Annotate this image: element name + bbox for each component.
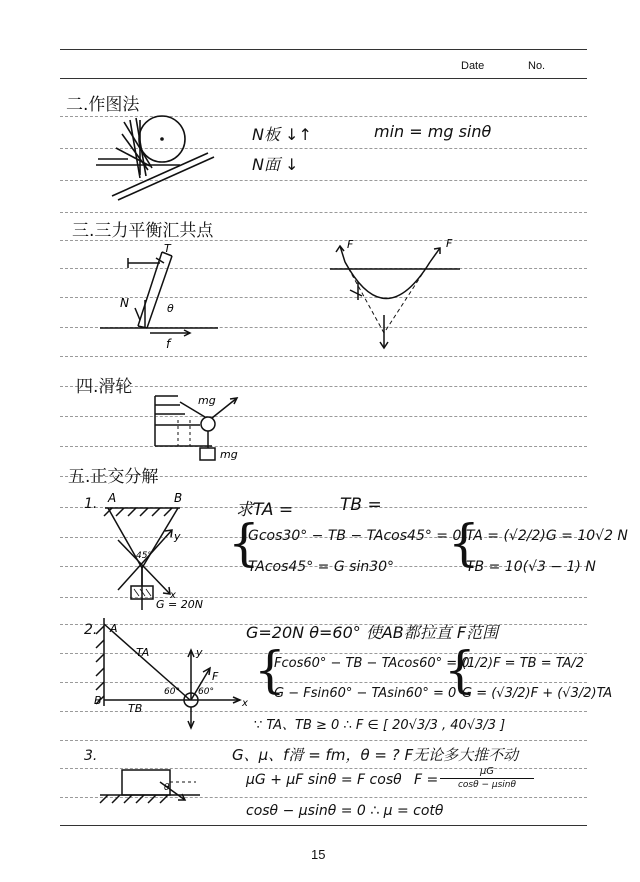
angle-45-label: 45° — [136, 551, 152, 561]
angle-theta-label: θ — [167, 302, 174, 315]
problem-3-number: 3. — [84, 748, 98, 764]
number-label: No. — [528, 60, 546, 72]
p2-result-2: G = (√3/2)F + (√3/2)TA — [462, 686, 613, 701]
problem-1-number: 1. — [84, 496, 98, 512]
TA-rope-label: TA — [136, 646, 150, 659]
result-brace-2: { — [444, 641, 476, 699]
point-B-label: B — [174, 491, 183, 505]
weight-label-top: mg — [198, 394, 216, 407]
section-title-pulley: 四.滑轮 — [76, 377, 133, 397]
p2-result-1: (1/2)F = TB = TA/2 — [462, 656, 585, 671]
p1-result-TB: TB = 10(√3 − 1) N — [466, 559, 596, 575]
p2-point-A: A — [110, 622, 118, 635]
weight-value-label: G = 20N — [156, 598, 203, 611]
p2-angle-left: 60° — [164, 687, 180, 697]
p2-given-conditions: G=20N θ=60° 使AB都拉直 F范围 — [246, 623, 499, 642]
p3-equation-1: μG + μF sinθ = F cosθ — [246, 772, 402, 788]
p3-theta-label: θ — [164, 783, 170, 793]
normal-force-label: N — [120, 296, 129, 310]
problem-2-number: 2. — [84, 622, 98, 638]
friction-label: f — [166, 337, 171, 351]
p2-equation-2: G − Fsin60° − TAsin60° = 0 — [274, 686, 457, 701]
p2-y-axis-label: y — [196, 646, 203, 659]
p3-fraction — [440, 766, 534, 790]
p2-equation-1: Fcos60° − TB − TAcos60° = 0 — [274, 656, 470, 671]
p3-fraction-denominator: cosθ − μsinθ — [457, 780, 517, 790]
plate-force-note: N板 ↓↑ — [252, 125, 312, 144]
p2-force-label: F — [212, 670, 219, 683]
surface-force-note: N面 ↓ — [252, 155, 299, 174]
p1-equation-1: Gcos30° − TB − TAcos45° = 0 — [248, 528, 462, 544]
y-axis-label: y — [174, 530, 181, 543]
point-A-label: A — [108, 491, 117, 505]
p2-point-B: B — [94, 694, 102, 707]
right-force-label: F — [446, 237, 453, 250]
p3-force-equals: F = — [414, 772, 439, 788]
section-title-three-force-equilibrium: 三.三力平衡汇共点 — [72, 221, 214, 241]
date-label: Date — [461, 60, 485, 72]
result-brace-1: { — [448, 514, 480, 572]
find-TA-text: 求TA = — [236, 500, 294, 520]
p2-range-conclusion: ∵ TA、TB ≥ 0 ∴ F ∈ [ 20√3/3 , 40√3/3 ] — [254, 718, 506, 733]
min-force-formula: min = mg sinθ — [374, 122, 492, 141]
p2-angle-right: 60° — [198, 687, 214, 697]
p1-result-TA: TA = (√2/2)G = 10√2 N — [466, 528, 628, 544]
weight-label-bottom: mg — [220, 448, 238, 461]
tension-label: T — [164, 242, 171, 255]
p3-fraction-numerator: μG — [479, 766, 495, 777]
page-number: 15 — [311, 847, 326, 862]
p3-fraction-bar — [440, 778, 534, 779]
p3-equation-3: cosθ − μsinθ = 0 ∴ μ = cotθ — [246, 803, 444, 819]
section-title-orthogonal-decomposition: 五.正交分解 — [68, 467, 159, 487]
equation-brace-1: { — [228, 514, 260, 572]
p3-statement: G、μ、f滑 = fm，θ = ? F无论多大推不动 — [232, 746, 519, 764]
section-title-graphical-method: 二.作图法 — [66, 95, 140, 115]
find-TB-text: TB = — [340, 495, 382, 515]
p2-x-axis-label: x — [242, 698, 248, 709]
equation-brace-2: { — [254, 641, 286, 699]
TB-rope-label: TB — [128, 702, 143, 715]
p1-equation-2: TAcos45° = G sin30° — [248, 559, 395, 575]
x-axis-label: x — [170, 590, 176, 601]
left-force-label: F — [347, 238, 354, 251]
